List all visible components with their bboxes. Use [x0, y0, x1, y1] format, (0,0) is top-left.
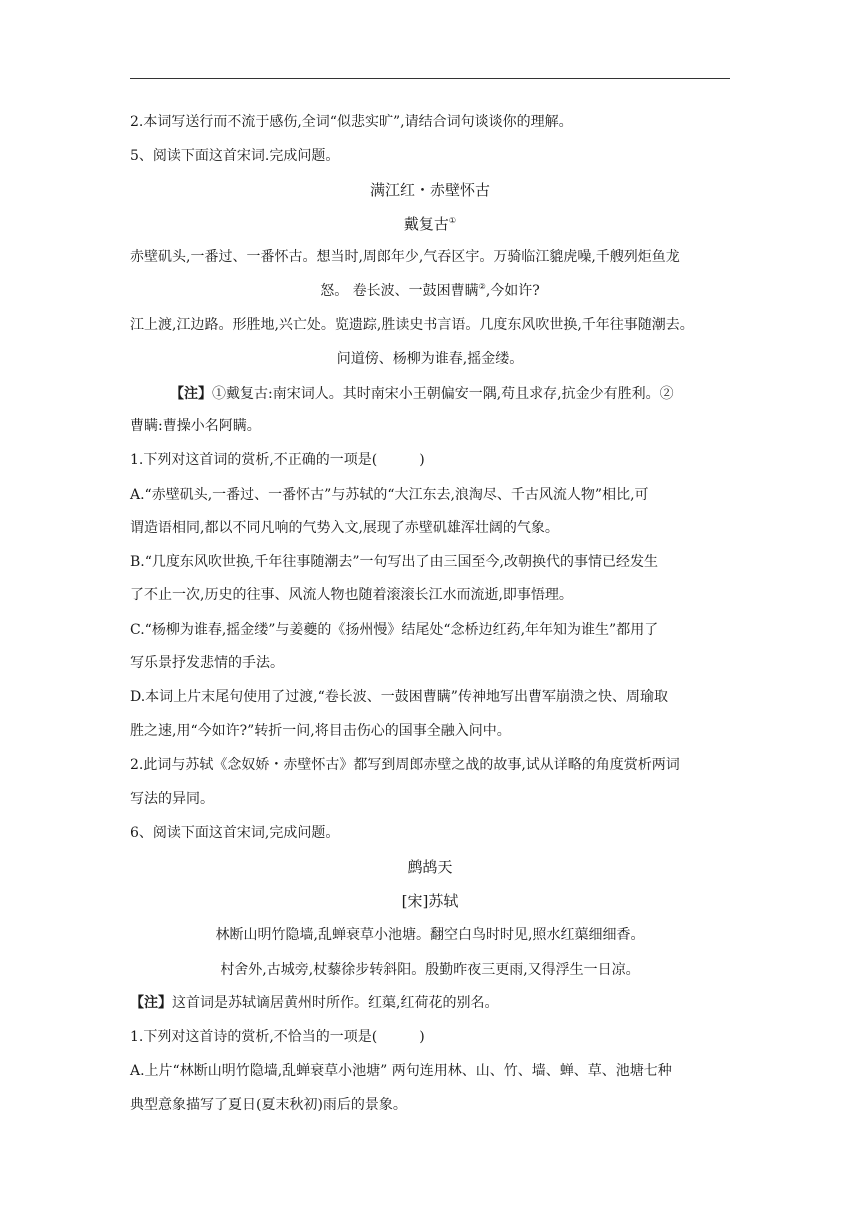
- option-a-cont: 典型意象描写了夏日(夏末秋初)雨后的景象。: [130, 1097, 407, 1113]
- footnote: [130, 993, 498, 1013]
- option-a-cont: 谓造语相同,都以不同凡响的气势入文,展现了赤壁矶雄浑壮阔的气象。: [130, 520, 559, 536]
- footnote-mark: ①: [448, 216, 457, 225]
- poem-title: 鹧鸪天: [407, 858, 453, 876]
- poem-author: [宋]苏轼: [401, 892, 459, 910]
- note-text: 这首词是苏轼谪居黄州时所作。红蕖,红荷花的别名。: [172, 995, 499, 1011]
- footnote: [170, 384, 674, 404]
- note-text: ①戴复古:南宋词人。其时南宋小王朝偏安一隅,苟且求存,抗金少有胜利。②: [212, 386, 674, 402]
- option-d-cont: 胜之速,用“今如许?”转折一问,将目击伤心的国事全融入问中。: [130, 723, 511, 739]
- question-text: 2.本词写送行而不流于感伤,全词“似悲实旷”,请结合词句谈谈你的理解。: [130, 114, 573, 130]
- verse-text: 怒。 卷长波、一鼓困曹瞒: [320, 283, 479, 299]
- question-text: 1.下列对这首诗的赏析,不恰当的一项是( ): [130, 1029, 425, 1045]
- option-a: A.“赤壁矶头,一番过、一番怀古”与苏轼的“大江东去,浪淘尽、千古风流人物”相比,可: [130, 487, 649, 503]
- option-c: C.“杨柳为谁春,摇金缕”与姜夔的《扬州慢》结尾处“念桥边红药,年年知为谁生”都用了: [130, 622, 659, 638]
- author-name: 戴复古: [403, 215, 449, 233]
- section-heading: 6、阅读下面这首宋词,完成问题。: [130, 825, 340, 841]
- option-a: A.上片“林断山明竹隐墙,乱蝉衰草小池塘” 两句连用林、山、竹、墙、蝉、草、池塘七种: [130, 1063, 672, 1079]
- section-heading: 5、阅读下面这首宋词.完成问题。: [130, 148, 340, 164]
- header-rule: [130, 78, 730, 79]
- option-d: D.本词上片末尾句使用了过渡,“卷长波、一鼓困曹瞒”传神地写出曹军崩溃之快、周瑜取: [130, 689, 668, 705]
- footnote-mark: ②: [478, 282, 486, 291]
- option-b: B.“几度东风吹世换,千年往事随潮去”一句写出了由三国至今,改朝换代的事情已经发生: [130, 554, 658, 570]
- poem-verse: 林断山明竹隐墙,乱蝉衰草小池塘。翻空白鸟时时见,照水红蕖细细香。: [215, 927, 645, 943]
- poem-verse: [130, 281, 730, 301]
- poem-verse: 问道傍、杨柳为谁春,摇金缕。: [336, 351, 524, 367]
- footnote-cont: 曹瞒:曹操小名阿瞒。: [130, 418, 261, 434]
- question-text: 2.此词与苏轼《念奴娇・赤壁怀古》都写到周郎赤壁之战的故事,试从详略的角度赏析两词: [130, 757, 680, 773]
- question-text: 1.下列对这首词的赏析,不正确的一项是( ): [130, 452, 425, 468]
- note-label: 【注】: [130, 995, 172, 1011]
- note-label: 【注】: [170, 386, 212, 402]
- poem-verse: 赤壁矶头,一番过、一番怀古。想当时,周郎年少,气吞区宇。万骑临江貔虎噪,千艘列炬鱼龙: [130, 249, 680, 265]
- option-c-cont: 写乐景抒发悲情的手法。: [130, 655, 284, 671]
- question-text-cont: 写法的异同。: [130, 791, 214, 807]
- poem-title: 满江红・赤壁怀古: [369, 181, 490, 199]
- poem-author: [130, 214, 730, 234]
- option-b-cont: 了不止一次,历史的往事、风流人物也随着滚滚长江水而流逝,即事悟理。: [130, 587, 573, 603]
- poem-verse: 村舍外,古城旁,杖藜徐步转斜阳。殷勤昨夜三更雨,又得浮生一日凉。: [220, 962, 640, 978]
- verse-text: ,今如许?: [485, 283, 540, 299]
- poem-verse: 江上渡,江边路。形胜地,兴亡处。览遗踪,胜读史书言语。几度东风吹世换,千年往事随潮去。: [130, 317, 694, 333]
